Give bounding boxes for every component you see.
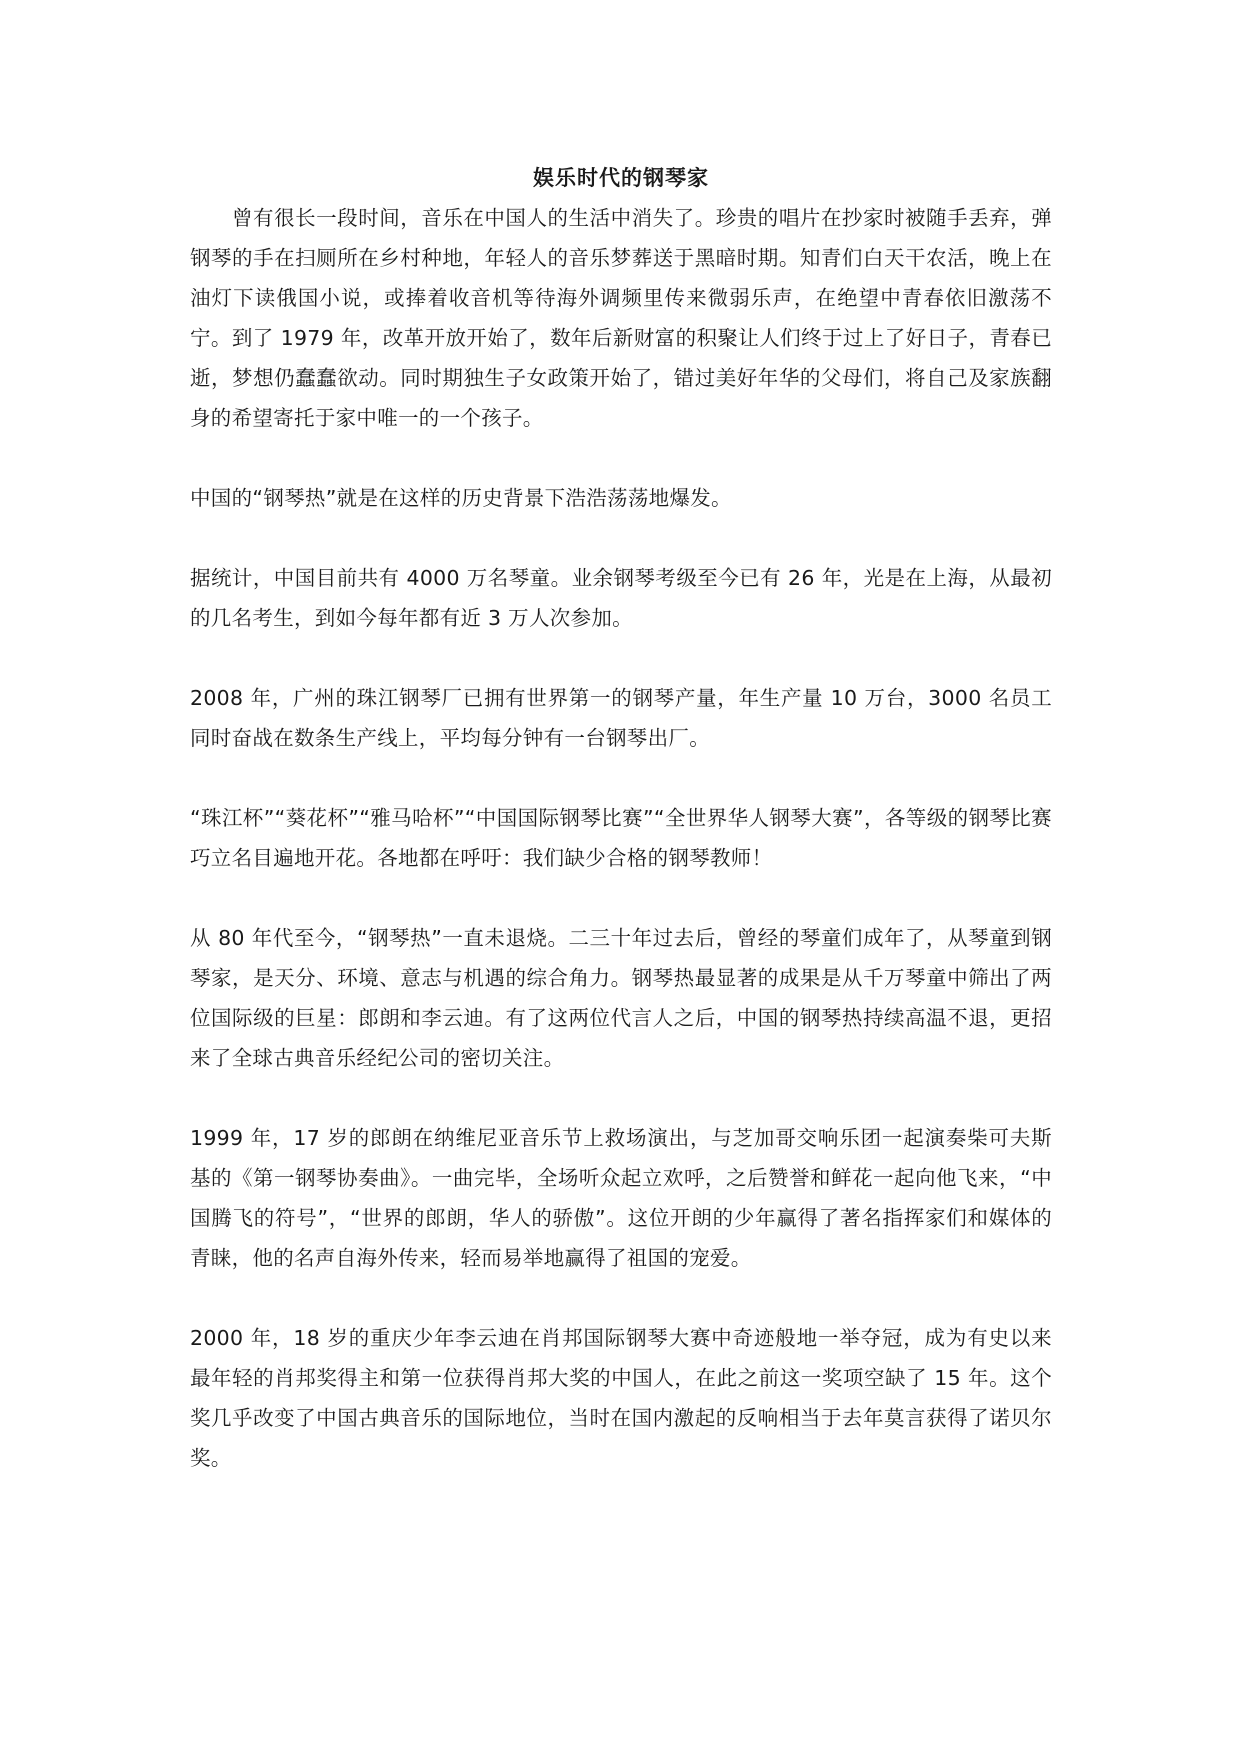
paragraph-competitions: “珠江杯”“葵花杯”“雅马哈杯”“中国国际钢琴比赛”“全世界华人钢琴大赛”，各等级的钢琴比赛巧立名目遍地开花。各地都在呼吁：我们缺少合格的钢琴教师！ bbox=[190, 806, 1052, 870]
document-body bbox=[190, 158, 1052, 1518]
paragraph-lang-lang: 1999 年，17 岁的郎朗在纳维尼亚音乐节上救场演出，与芝加哥交响乐团一起演奏柴可夫斯基的《第一钢琴协奏曲》。一曲完毕，全场听众起立欢呼，之后赞誉和鲜花一起向他飞来，“中国腾飞的符号”，“世界的郎朗，华人的骄傲”。这位开朗的少年赢得了著名指挥家们和媒体的青睐，他的名声自海外传来，轻而易举地赢得了祖国的宠爱。 bbox=[190, 1126, 1052, 1270]
paragraph-piano-fever: 中国的“钢琴热”就是在这样的历史背景下浩浩荡荡地爆发。 bbox=[190, 486, 732, 510]
paragraph-intro: 曾有很长一段时间，音乐在中国人的生活中消失了。珍贵的唱片在抄家时被随手丢弃，弹钢琴的手在扫厕所在乡村种地，年轻人的音乐梦葬送于黑暗时期。知青们白天干农活，晚上在油灯下读俄国小说，或捧着收音机等待海外调频里传来微弱乐声，在绝望中青春依旧激荡不宁。到了 1979 年，改革开放开始了，数年后新财富的积聚让人们终于过上了好日子，青春已逝，梦想仍蠢蠢欲动。同时期独生子女政策开始了，错过美好年华的父母们，将自己及家族翻身的希望寄托于家中唯一的一个孩子。 bbox=[190, 206, 1052, 430]
paragraph-statistics: 据统计，中国目前共有 4000 万名琴童。业余钢琴考级至今已有 26 年，光是在上海，从最初的几名考生，到如今每年都有近 3 万人次参加。 bbox=[190, 566, 1052, 630]
paragraph-li-yundi: 2000 年，18 岁的重庆少年李云迪在肖邦国际钢琴大赛中奇迹般地一举夺冠，成为有史以来最年轻的肖邦奖得主和第一位获得肖邦大奖的中国人，在此之前这一奖项空缺了 15 年。这个奖几乎改变了中国古典音乐的国际地位，当时在国内激起的反响相当于去年莫言获得了诺贝尔奖。 bbox=[190, 1326, 1052, 1470]
paragraph-pearl-river: 2008 年，广州的珠江钢琴厂已拥有世界第一的钢琴产量，年生产量 10 万台，3000 名员工同时奋战在数条生产线上，平均每分钟有一台钢琴出厂。 bbox=[190, 686, 1052, 750]
document-title: 娱乐时代的钢琴家 bbox=[533, 166, 709, 190]
paragraph-stars: 从 80 年代至今，“钢琴热”一直未退烧。二三十年过去后，曾经的琴童们成年了，从琴童到钢琴家，是天分、环境、意志与机遇的综合角力。钢琴热最显著的成果是从千万琴童中筛出了两位国际级的巨星：郎朗和李云迪。有了这两位代言人之后，中国的钢琴热持续高温不退，更招来了全球古典音乐经纪公司的密切关注。 bbox=[190, 926, 1052, 1070]
